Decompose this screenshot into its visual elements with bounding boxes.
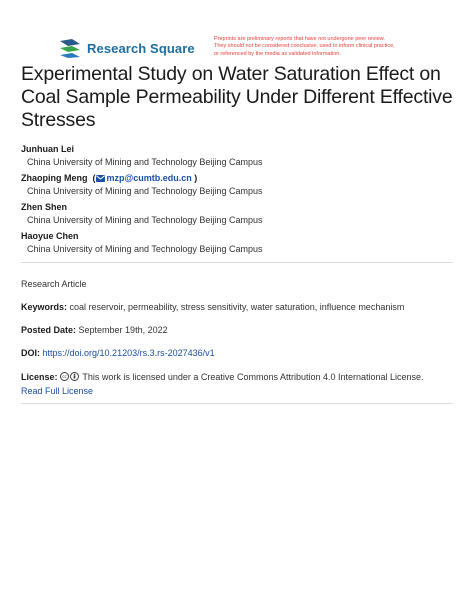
author-affiliation: China University of Mining and Technology Beijing Campus [27,215,263,225]
author-name: Junhuan Lei [21,144,75,154]
author-affiliation: China University of Mining and Technology Beijing Campus [27,244,263,254]
read-full-license-link[interactable]: Read Full License [21,386,94,396]
license-row [21,371,461,383]
doi-row [21,347,461,359]
notice-line: or referenced by the media as validated information. [214,50,341,57]
keywords-label: Keywords: [21,302,68,312]
research-square-logo[interactable] [58,38,195,58]
divider [21,403,453,404]
author-email: mzp@cumtb.edu.cn [106,173,192,183]
author-name: Zhaoping Meng [21,173,88,183]
author-name: Zhen Shen [21,202,68,212]
svg-text:cc: cc [62,374,67,380]
research-square-logo-icon [58,38,82,58]
article-type [21,278,461,290]
posted-date-row [21,324,461,336]
notice-line: They should not be considered conclusive, used to inform clinical practice, [214,43,395,50]
logo-text: Research Square [87,40,195,56]
posted-date-label: Posted Date: [21,325,77,335]
article-title: Experimental Study on Water Saturation Effect on Coal Sample Permeability Under Different Effective Stresses [21,63,453,131]
license-text: This work is licensed under a Creative Commons Attribution 4.0 International License. [82,372,424,382]
article-type-value: Research Article [21,279,87,289]
author-list [21,143,461,259]
license-label: License: [21,372,58,382]
author-email-link[interactable] [96,173,192,183]
keywords-row [21,301,461,313]
doi-label: DOI: [21,348,40,358]
author-affiliation: China University of Mining and Technology Beijing Campus [27,186,263,196]
keywords-value: coal reservoir, permeability, stress sensitivity, water saturation, influence mechanism [69,302,405,312]
divider [21,262,453,263]
creative-commons-icon [60,372,69,381]
author-name: Haoyue Chen [21,231,79,241]
preprint-notice [214,36,446,58]
author-name-corresponding: Zhaoping Meng ( mzp@cumtb.edu.cn ) [21,173,198,183]
doi-link[interactable]: https://doi.org/10.21203/rs.3.rs-2027436/v1 [42,348,215,358]
attribution-icon [70,372,79,381]
posted-date-value: September 19th, 2022 [78,325,168,335]
author-affiliation: China University of Mining and Technology Beijing Campus [27,157,263,167]
email-wrapper: ( [90,173,96,183]
notice-line: Preprints are preliminary reports that have not undergone peer review. [214,36,385,42]
mail-icon [96,175,105,182]
license-link-row [21,385,461,397]
